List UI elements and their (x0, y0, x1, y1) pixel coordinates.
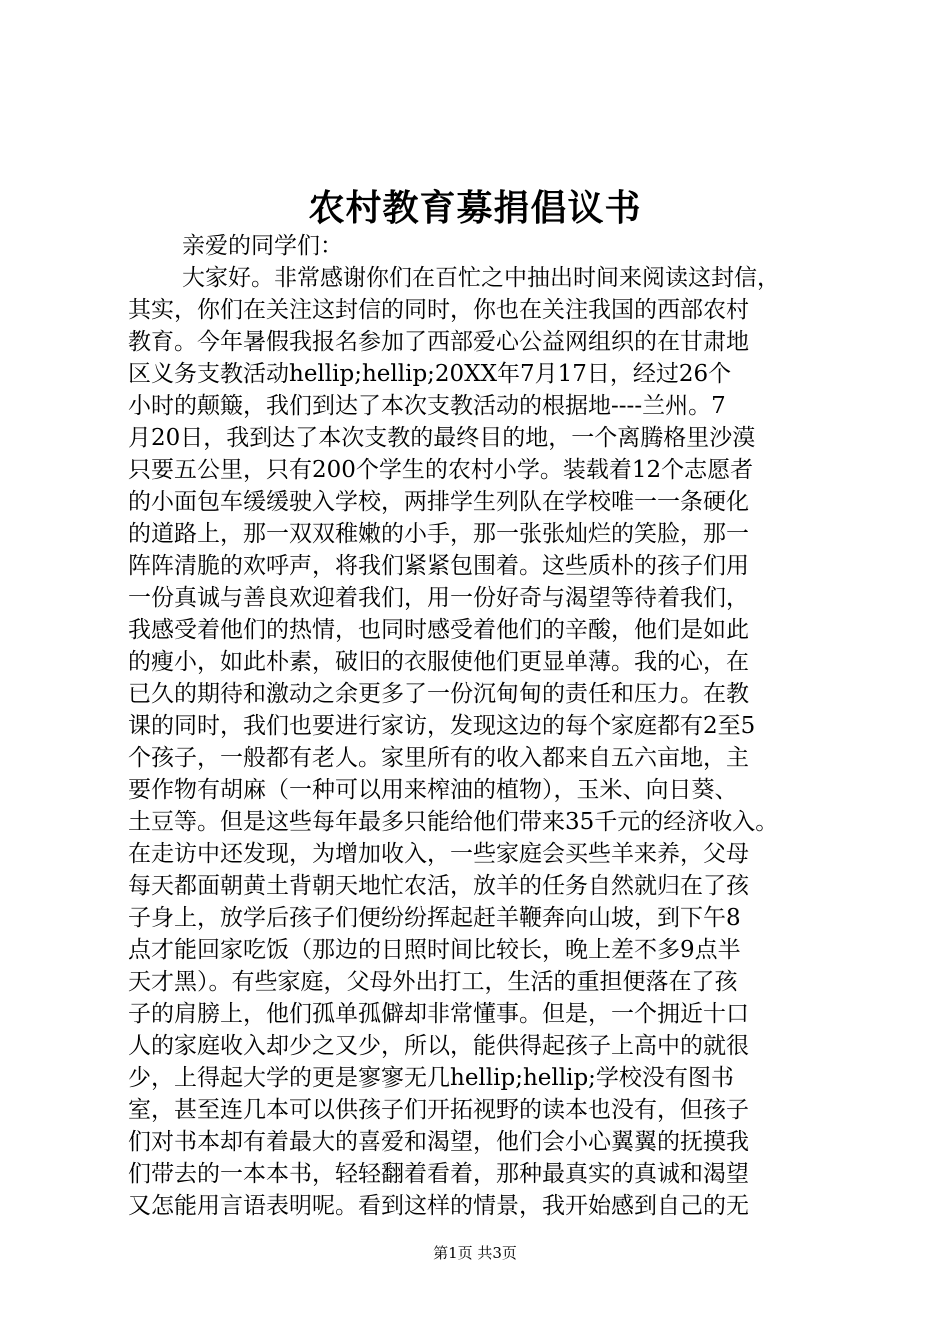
paragraph-line: 一份真诚与善良欢迎着我们，用一份好奇与渴望等待着我们， (128, 585, 749, 611)
paragraph-line: 阵阵清脆的欢呼声，将我们紧紧包围着。这些质朴的孩子们用 (128, 553, 749, 579)
paragraph-line: 区义务支教活动hellip;hellip;20XX年7月17日，经过26个 (128, 361, 732, 387)
paragraph-line: 个孩子，一般都有老人。家里所有的收入都来自五六亩地，主 (128, 745, 749, 771)
paragraph-line: 人的家庭收入却少之又少，所以，能供得起孩子上高中的就很 (128, 1033, 749, 1059)
paragraph-line: 我感受着他们的热情，也同时感受着他们的辛酸，他们是如此 (128, 617, 749, 643)
paragraph-line: 课的同时，我们也要进行家访，发现这边的每个家庭都有2至5 (128, 713, 756, 739)
paragraph-line: 的小面包车缓缓驶入学校，两排学生列队在学校唯一一条硬化 (128, 489, 749, 515)
paragraph-line: 子身上，放学后孩子们便纷纷挥起赶羊鞭奔向山坡，到下午8 (128, 905, 741, 931)
paragraph-line: 的瘦小，如此朴素，破旧的衣服使他们更显单薄。我的心，在 (128, 649, 749, 675)
paragraph-line: 只要五公里，只有200个学生的农村小学。装载着12个志愿者 (128, 457, 754, 483)
paragraph-line: 天才黑）。有些家庭，父母外出打工，生活的重担便落在了孩 (128, 969, 738, 995)
paragraph-line: 子的肩膀上，他们孤单孤僻却非常懂事。但是，一个拥近十口 (128, 1001, 749, 1027)
paragraph-line: 们带去的一本本书，轻轻翻着看着，那种最真实的真诚和渴望 (128, 1161, 749, 1187)
paragraph-line: 已久的期待和激动之余更多了一份沉甸甸的责任和压力。在教 (128, 681, 749, 707)
paragraph-line: 教育。今年暑假我报名参加了西部爱心公益网组织的在甘肃地 (128, 329, 749, 355)
paragraph-line: 土豆等。但是这些每年最多只能给他们带来35千元的经济收入。 (128, 809, 779, 835)
document-body (128, 230, 828, 1222)
paragraph-line: 的道路上，那一双双稚嫩的小手，那一张张灿烂的笑脸，那一 (128, 521, 749, 547)
paragraph-line: 室，甚至连几本可以供孩子们开拓视野的读本也没有，但孩子 (128, 1097, 749, 1123)
paragraph-line: 们对书本却有着最大的喜爱和渴望，他们会小心翼翼的抚摸我 (128, 1129, 749, 1155)
page-footer: 第1页 共3页 (433, 1244, 517, 1262)
document-title: 农村教育募捐倡议书 (308, 188, 642, 229)
paragraph-line: 要作物有胡麻（一种可以用来榨油的植物），玉米、向日葵、 (128, 777, 738, 803)
paragraph-line: 月20日，我到达了本次支教的最终目的地，一个离腾格里沙漠 (128, 425, 756, 451)
paragraph-line: 点才能回家吃饭（那边的日照时间比较长，晚上差不多9点半 (128, 937, 741, 963)
paragraph-line: 每天都面朝黄土背朝天地忙农活，放羊的任务自然就归在了孩 (128, 873, 749, 899)
salutation: 亲爱的同学们： (182, 233, 343, 259)
paragraph-line: 大家好。非常感谢你们在百忙之中抽出时间来阅读这封信， (182, 265, 780, 291)
paragraph-line: 在走访中还发现，为增加收入，一些家庭会买些羊来养，父母 (128, 841, 749, 867)
paragraph-line: 又怎能用言语表明呢。看到这样的情景，我开始感到自己的无 (128, 1193, 749, 1219)
paragraph-line: 小时的颠簸，我们到达了本次支教活动的根据地----兰州。7 (128, 393, 726, 419)
paragraph-line: 少，上得起大学的更是寥寥无几hellip;hellip;学校没有图书 (128, 1065, 734, 1091)
paragraph-line: 其实，你们在关注这封信的同时，你也在关注我国的西部农村 (128, 297, 749, 323)
